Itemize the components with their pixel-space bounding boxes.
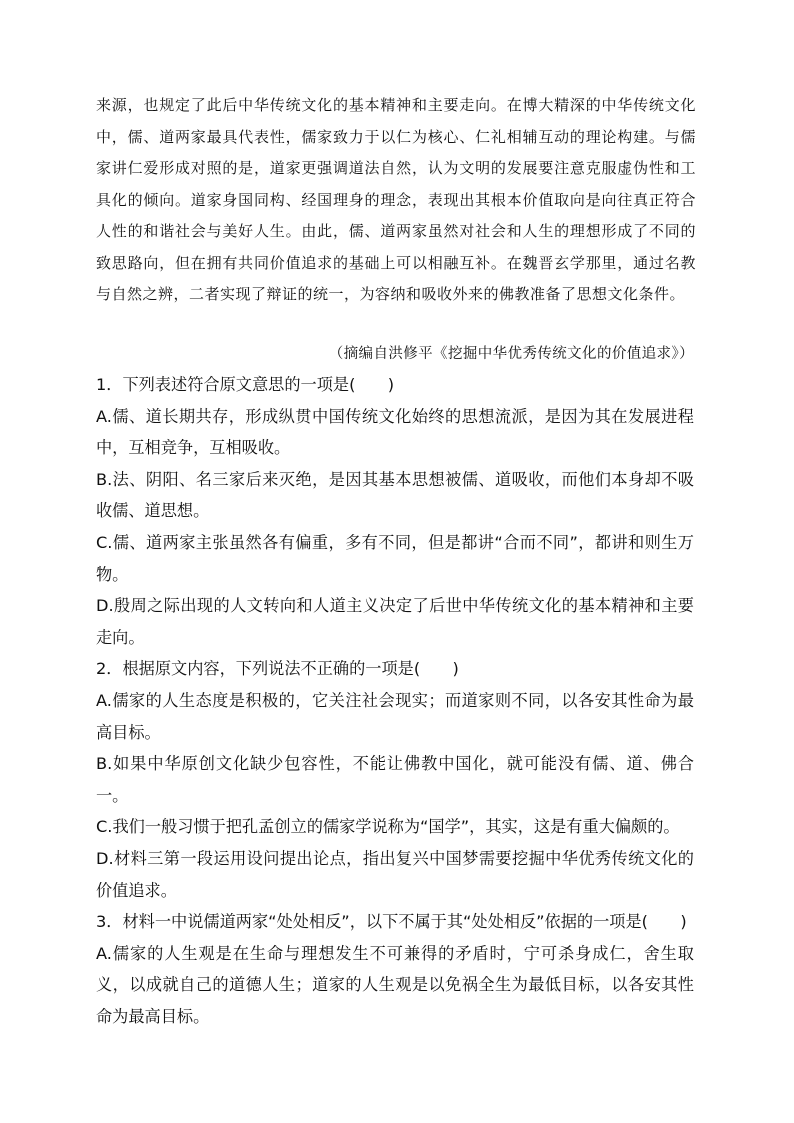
option-c: C.儒、道两家主张虽然各有偏重，多有不同，但是都讲“合而不同”，都讲和则生万物。	[96, 532, 694, 584]
question-1	[96, 369, 694, 653]
option-b: B.法、阴阳、名三家后来灭绝，是因其基本思想被儒、道吸收，而他们本身却不吸收儒、道思想。	[96, 469, 694, 521]
option-a: A.儒家的人生观是在生命与理想发生不可兼得的矛盾时，宁可杀身成仁，舍生取义，以成就自己的道德人生；道家的人生观是以免祸全生为最低目标，以各安其性命为最高目标。	[96, 943, 694, 1026]
question-stem: 3．材料一中说儒道两家“处处相反”，以下不属于其“处处相反”依据的一项是( )	[96, 912, 687, 932]
question-2	[96, 653, 694, 906]
question-list	[96, 369, 694, 1032]
question-stem: 2．根据原文内容，下列说法不正确的一项是( )	[96, 659, 459, 679]
option-a: A.儒、道长期共存，形成纵贯中国传统文化始终的思想流派，是因为其在发展进程中，互相竞争，互相吸收。	[96, 406, 694, 458]
option-a: A.儒家的人生态度是积极的，它关注社会现实；而道家则不同，以各安其性命为最高目标。	[96, 690, 694, 742]
passage-paragraph: 来源，也规定了此后中华传统文化的基本精神和主要走向。在博大精深的中华传统文化中，儒、道两家最具代表性，儒家致力于以仁为核心、仁礼相辅互动的理论构建。与儒家讲仁爱形成对照的是，道家更强调道法自然，认为文明的发展要注意克服虚伪性和工具化的倾向。道家身国同构、经国理身的理念，表现出其根本价值取向是向往真正符合人性的和谐社会与美好人生。由此，儒、道两家虽然对社会和人生的理想形成了不同的致思路向，但在拥有共同价值追求的基础上可以相融互补。在魏晋玄学那里，通过名教与自然之辨，二者实现了辩证的统一，为容纳和吸收外来的佛教准备了思想文化条件。	[96, 96, 696, 303]
option-b: B.如果中华原创文化缺少包容性，不能让佛教中国化，就可能没有儒、道、佛合一。	[96, 754, 694, 805]
option-c: C.我们一般习惯于把孔孟创立的儒家学说称为“国学”，其实，这是有重大偏颇的。	[96, 817, 680, 837]
passage-source: （摘编自洪修平《挖掘中华优秀传统文化的价值追求》）	[328, 346, 694, 362]
question-3	[96, 906, 694, 1032]
reading-passage	[96, 90, 696, 311]
option-d: D.殷周之际出现的人文转向和人道主义决定了后世中华传统文化的基本精神和主要走向。	[96, 596, 694, 647]
option-d: D.材料三第一段运用设问提出论点，指出复兴中国梦需要挖掘中华优秀传统文化的价值追求。	[96, 848, 694, 900]
question-stem: 1．下列表述符合原文意思的一项是( )	[96, 375, 395, 394]
